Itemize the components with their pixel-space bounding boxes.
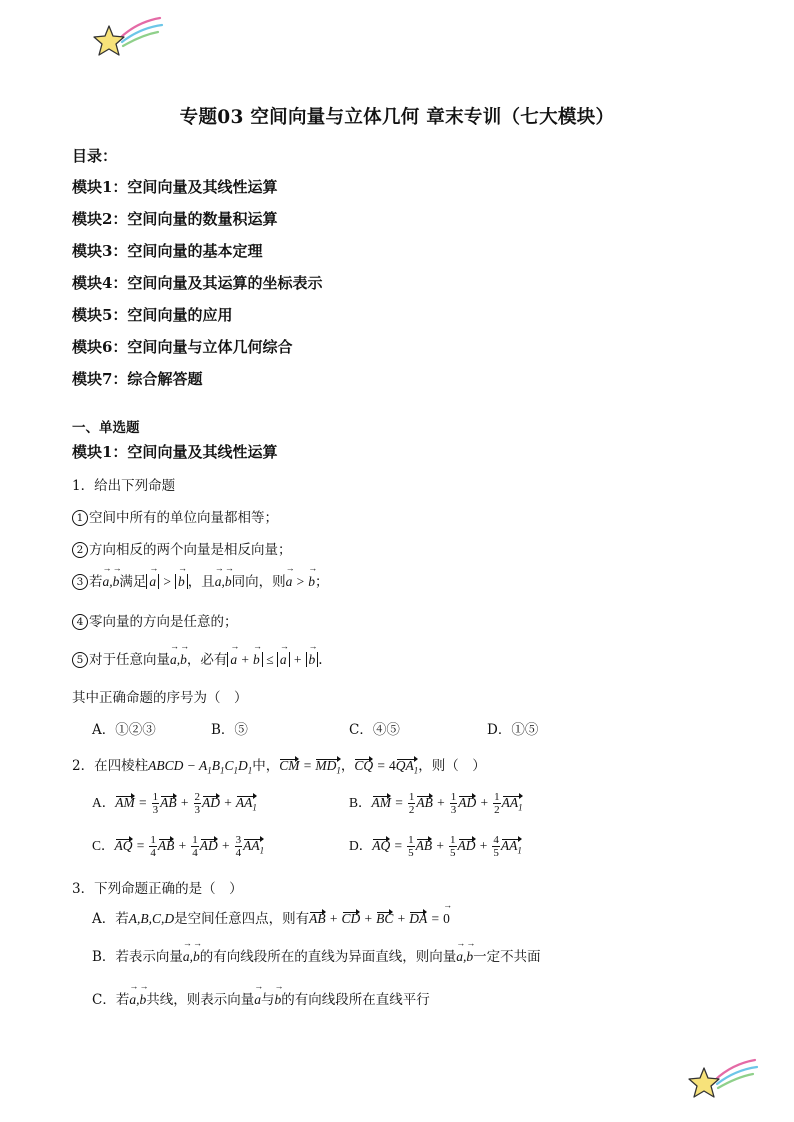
circled-number: 3	[72, 574, 88, 590]
q2-stem: 2．在四棱柱ABCD − $A_1B_1C_1D_1$中，CM = $MD_1$，CQ = $4QA_1$，则（ ）	[72, 758, 486, 776]
q1-option-b[interactable]: B．⑤	[211, 722, 248, 738]
toc-item-1: 模块1：空间向量及其线性运算	[72, 178, 278, 196]
q1-statement-2: 2 方向相反的两个向量是相反向量；	[72, 538, 292, 558]
q1-statement-5: 5 对于任意向量a →,b →，必有 a → + b → ≤ a → + b → .	[72, 648, 323, 668]
q2-option-b[interactable]: B．AM = $\frac{1}{2}$ AB + $\frac{1}{3}$ AD + $\frac{1}{2}$ $AA_1$	[349, 791, 523, 817]
toc-item-7: 模块7：综合解答题	[72, 370, 203, 388]
toc-item-6: 模块6：空间向量与立体几何综合	[72, 338, 293, 356]
q1-question: 其中正确命题的序号为（ ）	[72, 690, 248, 706]
q1-statement-3: 3 若a →,b →满足 a → > b → ，且a →,b →同向，则a → > b →；	[72, 570, 329, 590]
toc-item-4: 模块4：空间向量及其运算的坐标表示	[72, 274, 323, 292]
toc-item-5: 模块5：空间向量的应用	[72, 306, 233, 324]
q2-option-a[interactable]: A．AM = $\frac{1}{3}$ AB + $\frac{2}{3}$ AD + $AA_1$	[92, 791, 257, 817]
shooting-star-top-icon	[92, 14, 164, 58]
q1-statement-4: 4 零向量的方向是任意的；	[72, 610, 238, 630]
q3-stem: 3．下列命题正确的是（ ）	[72, 881, 243, 897]
page-title: 专题03 空间向量与立体几何 章末专训（七大模块）	[179, 107, 615, 128]
toc-item-2: 模块2：空间向量的数量积运算	[72, 210, 278, 228]
toc-item-3: 模块3：空间向量的基本定理	[72, 242, 263, 260]
toc-heading: 目录：	[72, 147, 118, 165]
q1-option-d[interactable]: D．①⑤	[487, 722, 539, 738]
q1-option-c[interactable]: C．④⑤	[349, 722, 400, 738]
module-heading: 模块1：空间向量及其线性运算	[72, 443, 278, 461]
circled-number: 4	[72, 614, 88, 630]
shooting-star-bottom-icon	[687, 1056, 759, 1100]
circled-number: 1	[72, 510, 88, 526]
q2-option-d[interactable]: D．AQ = $\frac{1}{5}$ AB + $\frac{1}{5}$ AD + $\frac{4}{5}$ $AA_1$	[349, 834, 522, 860]
circled-number: 2	[72, 542, 88, 558]
circled-number: 5	[72, 652, 88, 668]
q1-stem: 1．给出下列命题	[72, 478, 176, 494]
q1-statement-1: 1 空间中所有的单位向量都相等；	[72, 506, 278, 526]
section-heading: 一、单选题	[72, 420, 140, 436]
q2-option-c[interactable]: C．AQ = $\frac{1}{4}$ AB + $\frac{1}{4}$ AD + $\frac{3}{4}$ $AA_1$	[92, 834, 265, 860]
q3-option-a[interactable]: A．若A,B,C,D是空间任意四点，则有AB + CD + BC + DA = 0 →	[92, 907, 450, 927]
q3-option-b[interactable]: B．若表示向量a →,b →的有向线段所在的直线为异面直线，则向量a →,b →一定不共面	[92, 945, 541, 965]
q3-option-c[interactable]: C．若a →,b →共线，则表示向量a →与b →的有向线段所在直线平行	[92, 988, 430, 1008]
q1-option-a[interactable]: A．①②③	[92, 722, 156, 738]
